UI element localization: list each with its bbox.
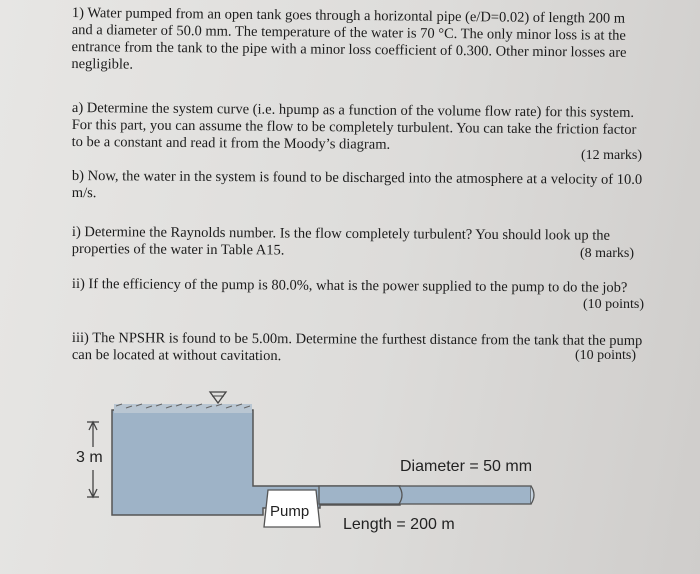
part-i-line: i) Determine the Raynolds number. Is the flow completely turbulent? You should look up the: [71, 224, 611, 244]
part-iii-marks: (10 points): [574, 348, 636, 363]
intro-line: entrance from the tank to the pipe with a minor loss coefficient of 0.300. Other minor losses are: [71, 38, 627, 61]
water-surface: [114, 404, 252, 413]
part-a-marks: (12 marks): [580, 148, 642, 163]
intro-line: and a diameter of 50.0 mm. The temperature of the water is 70 °C. The only minor loss is at the: [71, 21, 626, 44]
part-ii-marks: (10 points): [582, 297, 644, 312]
intro-line: 1) Water pumped from an open tank goes through a horizontal pipe (e/D=0.02) of length 200 m: [71, 5, 626, 27]
part-b-line: b) Now, the water in the system is found to be discharged into the atmosphere at a velocity of 10.0: [71, 168, 643, 188]
part-iii-line: can be located at without cavitation.: [71, 346, 282, 365]
part-a-line: a) Determine the system curve (i.e. hpump as a function of the volume flow rate) for this system.: [71, 100, 635, 121]
part-a-line: to be a constant and read it from the Moody’s diagram.: [71, 133, 391, 153]
pipe-end: [531, 486, 534, 504]
part-a-line: For this part, you can assume the flow to be completely turbulent. You can take the friction factor: [71, 116, 637, 138]
diameter-label: Diameter = 50 mm: [400, 458, 533, 475]
free-surface-marker-icon: [210, 392, 226, 403]
intro-line: negligible.: [71, 55, 134, 73]
height-label: 3 m: [76, 449, 103, 466]
part-i-marks: (8 marks): [579, 246, 634, 261]
part-b-line: m/s.: [71, 184, 97, 202]
part-ii-line: ii) If the efficiency of the pump is 80.0%, what is the power supplied to the pump to do the job?: [71, 276, 628, 296]
pump-label: Pump: [270, 503, 310, 520]
part-i-line: properties of the water in Table A15.: [71, 240, 285, 259]
length-label: Length = 200 m: [343, 516, 455, 533]
pipe: [319, 486, 531, 504]
part-iii-line: iii) The NPSHR is found to be 5.00m. Determine the furthest distance from the tank that the pump: [71, 330, 643, 349]
